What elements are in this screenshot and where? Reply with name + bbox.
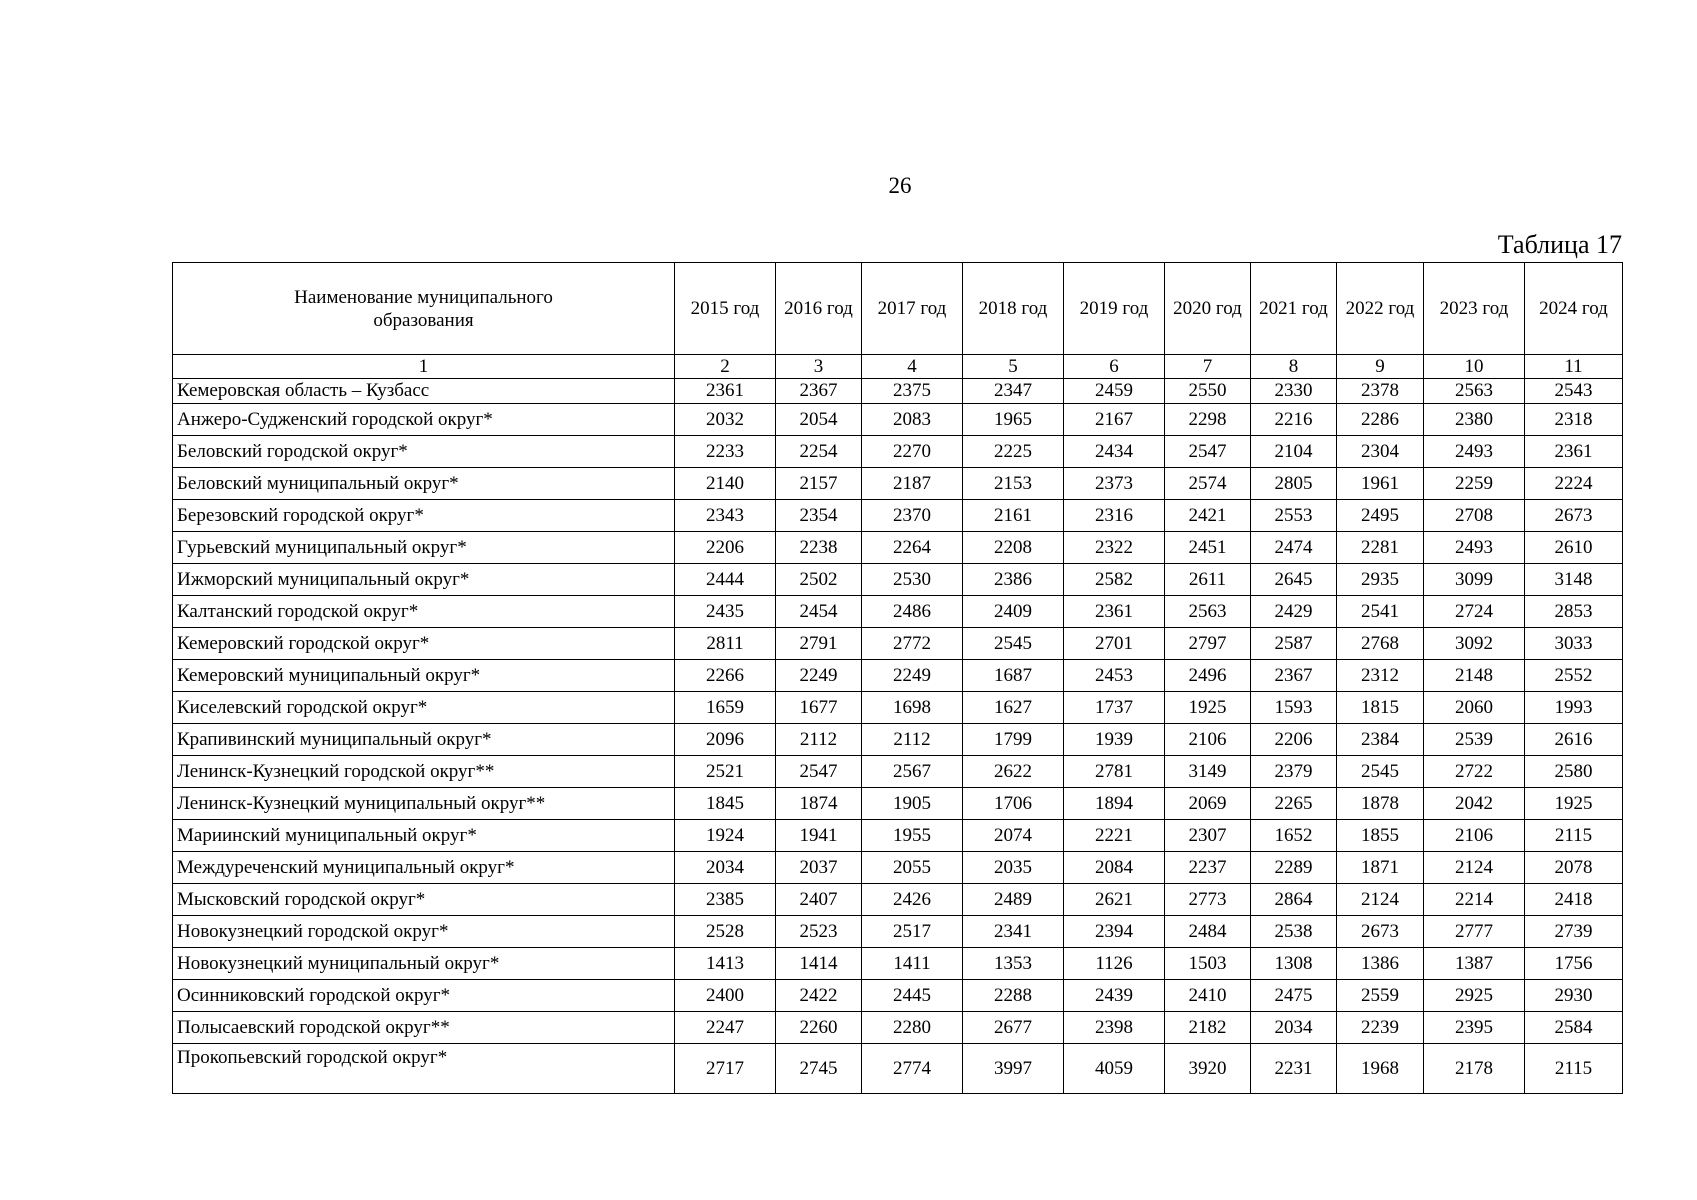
value-cell: 2361 <box>1064 596 1165 628</box>
value-cell: 2410 <box>1165 980 1251 1012</box>
value-cell: 2422 <box>776 980 862 1012</box>
value-cell: 2777 <box>1424 916 1525 948</box>
value-cell: 2429 <box>1251 596 1337 628</box>
value-cell: 2034 <box>675 852 776 884</box>
value-cell: 1687 <box>963 660 1064 692</box>
value-cell: 2811 <box>675 628 776 660</box>
value-cell: 2543 <box>1525 379 1623 404</box>
table-row <box>173 788 1623 820</box>
value-cell: 2400 <box>675 980 776 1012</box>
value-cell: 1968 <box>1337 1044 1424 1094</box>
row-name-cell: Анжеро-Судженский городской округ* <box>173 404 675 436</box>
table-row <box>173 500 1623 532</box>
value-cell: 2386 <box>963 564 1064 596</box>
data-table <box>172 262 1623 1094</box>
value-cell: 2739 <box>1525 916 1623 948</box>
value-cell: 2445 <box>862 980 963 1012</box>
table-row <box>173 532 1623 564</box>
value-cell: 2161 <box>963 500 1064 532</box>
header-year: 2017 год <box>862 263 963 355</box>
value-cell: 2517 <box>862 916 963 948</box>
value-cell: 2260 <box>776 1012 862 1044</box>
value-cell: 1894 <box>1064 788 1165 820</box>
table-row <box>173 1012 1623 1044</box>
value-cell: 2354 <box>776 500 862 532</box>
header-year: 2021 год <box>1251 263 1337 355</box>
value-cell: 3997 <box>963 1044 1064 1094</box>
value-cell: 1308 <box>1251 948 1337 980</box>
value-cell: 2032 <box>675 404 776 436</box>
value-cell: 1855 <box>1337 820 1424 852</box>
value-cell: 2280 <box>862 1012 963 1044</box>
value-cell: 2773 <box>1165 884 1251 916</box>
row-name-cell: Осинниковский городской округ* <box>173 980 675 1012</box>
header-year: 2016 год <box>776 263 862 355</box>
value-cell: 2060 <box>1424 692 1525 724</box>
value-cell: 2249 <box>776 660 862 692</box>
column-number: 4 <box>862 355 963 379</box>
value-cell: 3033 <box>1525 628 1623 660</box>
value-cell: 2037 <box>776 852 862 884</box>
value-cell: 2270 <box>862 436 963 468</box>
value-cell: 1414 <box>776 948 862 980</box>
value-cell: 2288 <box>963 980 1064 1012</box>
value-cell: 2538 <box>1251 916 1337 948</box>
row-name-cell: Новокузнецкий городской округ* <box>173 916 675 948</box>
value-cell: 2673 <box>1337 916 1424 948</box>
value-cell: 2616 <box>1525 724 1623 756</box>
value-cell: 2495 <box>1337 500 1424 532</box>
value-cell: 2238 <box>776 532 862 564</box>
value-cell: 2474 <box>1251 532 1337 564</box>
value-cell: 2930 <box>1525 980 1623 1012</box>
value-cell: 2115 <box>1525 820 1623 852</box>
value-cell: 2584 <box>1525 1012 1623 1044</box>
value-cell: 2373 <box>1064 468 1165 500</box>
value-cell: 2530 <box>862 564 963 596</box>
row-name-cell: Мысковский городской округ* <box>173 884 675 916</box>
value-cell: 1698 <box>862 692 963 724</box>
row-name-cell: Калтанский городской округ* <box>173 596 675 628</box>
table-row <box>173 1044 1623 1094</box>
value-cell: 3099 <box>1424 564 1525 596</box>
table-row <box>173 660 1623 692</box>
value-cell: 2208 <box>963 532 1064 564</box>
value-cell: 1924 <box>675 820 776 852</box>
value-cell: 2367 <box>776 379 862 404</box>
value-cell: 2553 <box>1251 500 1337 532</box>
value-cell: 2384 <box>1337 724 1424 756</box>
table-row <box>173 596 1623 628</box>
value-cell: 1627 <box>963 692 1064 724</box>
value-cell: 2453 <box>1064 660 1165 692</box>
value-cell: 2454 <box>776 596 862 628</box>
value-cell: 3092 <box>1424 628 1525 660</box>
value-cell: 2523 <box>776 916 862 948</box>
value-cell: 2451 <box>1165 532 1251 564</box>
value-cell: 2717 <box>675 1044 776 1094</box>
value-cell: 1659 <box>675 692 776 724</box>
row-name-cell: Беловский муниципальный округ* <box>173 468 675 500</box>
value-cell: 2528 <box>675 916 776 948</box>
value-cell: 2791 <box>776 628 862 660</box>
column-number-row <box>173 355 1623 379</box>
value-cell: 2106 <box>1424 820 1525 852</box>
value-cell: 2418 <box>1525 884 1623 916</box>
value-cell: 2034 <box>1251 1012 1337 1044</box>
column-number: 9 <box>1337 355 1424 379</box>
value-cell: 1961 <box>1337 468 1424 500</box>
value-cell: 2459 <box>1064 379 1165 404</box>
value-cell: 2157 <box>776 468 862 500</box>
value-cell: 2225 <box>963 436 1064 468</box>
value-cell: 2434 <box>1064 436 1165 468</box>
value-cell: 2567 <box>862 756 963 788</box>
value-cell: 3149 <box>1165 756 1251 788</box>
header-year: 2019 год <box>1064 263 1165 355</box>
value-cell: 2254 <box>776 436 862 468</box>
column-number: 2 <box>675 355 776 379</box>
value-cell: 1905 <box>862 788 963 820</box>
value-cell: 1871 <box>1337 852 1424 884</box>
value-cell: 2484 <box>1165 916 1251 948</box>
value-cell: 1387 <box>1424 948 1525 980</box>
value-cell: 2708 <box>1424 500 1525 532</box>
column-number: 1 <box>173 355 675 379</box>
value-cell: 2341 <box>963 916 1064 948</box>
row-name-cell: Прокопьевский городской округ* <box>173 1044 675 1094</box>
value-cell: 2182 <box>1165 1012 1251 1044</box>
table-row <box>173 724 1623 756</box>
value-cell: 2563 <box>1165 596 1251 628</box>
value-cell: 1677 <box>776 692 862 724</box>
value-cell: 2322 <box>1064 532 1165 564</box>
value-cell: 1652 <box>1251 820 1337 852</box>
value-cell: 1756 <box>1525 948 1623 980</box>
value-cell: 2486 <box>862 596 963 628</box>
value-cell: 2673 <box>1525 500 1623 532</box>
value-cell: 2493 <box>1424 436 1525 468</box>
header-year: 2018 год <box>963 263 1064 355</box>
table-row <box>173 468 1623 500</box>
value-cell: 2216 <box>1251 404 1337 436</box>
value-cell: 2370 <box>862 500 963 532</box>
value-cell: 1126 <box>1064 948 1165 980</box>
value-cell: 2281 <box>1337 532 1424 564</box>
value-cell: 1941 <box>776 820 862 852</box>
value-cell: 2378 <box>1337 379 1424 404</box>
value-cell: 1878 <box>1337 788 1424 820</box>
value-cell: 2042 <box>1424 788 1525 820</box>
value-cell: 2247 <box>675 1012 776 1044</box>
value-cell: 2140 <box>675 468 776 500</box>
value-cell: 2722 <box>1424 756 1525 788</box>
value-cell: 1411 <box>862 948 963 980</box>
value-cell: 1503 <box>1165 948 1251 980</box>
value-cell: 2574 <box>1165 468 1251 500</box>
value-cell: 2781 <box>1064 756 1165 788</box>
row-name-cell: Березовский городской округ* <box>173 500 675 532</box>
value-cell: 2124 <box>1337 884 1424 916</box>
value-cell: 2935 <box>1337 564 1424 596</box>
value-cell: 2069 <box>1165 788 1251 820</box>
row-name-cell: Ленинск-Кузнецкий городской округ** <box>173 756 675 788</box>
value-cell: 2379 <box>1251 756 1337 788</box>
value-cell: 2398 <box>1064 1012 1165 1044</box>
value-cell: 2797 <box>1165 628 1251 660</box>
value-cell: 2318 <box>1525 404 1623 436</box>
value-cell: 2206 <box>1251 724 1337 756</box>
value-cell: 2677 <box>963 1012 1064 1044</box>
value-cell: 2112 <box>776 724 862 756</box>
row-name-cell: Мариинский муниципальный округ* <box>173 820 675 852</box>
value-cell: 2259 <box>1424 468 1525 500</box>
row-name-cell: Новокузнецкий муниципальный округ* <box>173 948 675 980</box>
value-cell: 2266 <box>675 660 776 692</box>
row-name-cell: Междуреченский муниципальный округ* <box>173 852 675 884</box>
value-cell: 2724 <box>1424 596 1525 628</box>
value-cell: 2547 <box>1165 436 1251 468</box>
value-cell: 2772 <box>862 628 963 660</box>
value-cell: 2745 <box>776 1044 862 1094</box>
value-cell: 2395 <box>1424 1012 1525 1044</box>
value-cell: 2621 <box>1064 884 1165 916</box>
value-cell: 2611 <box>1165 564 1251 596</box>
value-cell: 2124 <box>1424 852 1525 884</box>
value-cell: 2421 <box>1165 500 1251 532</box>
header-year: 2023 год <box>1424 263 1525 355</box>
value-cell: 2385 <box>675 884 776 916</box>
value-cell: 2375 <box>862 379 963 404</box>
table-row <box>173 628 1623 660</box>
value-cell: 2239 <box>1337 1012 1424 1044</box>
value-cell: 2439 <box>1064 980 1165 1012</box>
value-cell: 1413 <box>675 948 776 980</box>
value-cell: 1874 <box>776 788 862 820</box>
value-cell: 2187 <box>862 468 963 500</box>
value-cell: 2298 <box>1165 404 1251 436</box>
value-cell: 2367 <box>1251 660 1337 692</box>
value-cell: 3148 <box>1525 564 1623 596</box>
value-cell: 2316 <box>1064 500 1165 532</box>
value-cell: 2489 <box>963 884 1064 916</box>
row-name-cell: Кемеровская область – Кузбасс <box>173 379 675 404</box>
value-cell: 2224 <box>1525 468 1623 500</box>
header-year: 2015 год <box>675 263 776 355</box>
row-name-cell: Ижморский муниципальный округ* <box>173 564 675 596</box>
value-cell: 2552 <box>1525 660 1623 692</box>
value-cell: 2547 <box>776 756 862 788</box>
value-cell: 2361 <box>675 379 776 404</box>
value-cell: 2106 <box>1165 724 1251 756</box>
row-name-cell: Кемеровский муниципальный округ* <box>173 660 675 692</box>
value-cell: 2055 <box>862 852 963 884</box>
value-cell: 2493 <box>1424 532 1525 564</box>
value-cell: 1815 <box>1337 692 1424 724</box>
column-number: 7 <box>1165 355 1251 379</box>
table-row <box>173 436 1623 468</box>
value-cell: 2264 <box>862 532 963 564</box>
value-cell: 1845 <box>675 788 776 820</box>
value-cell: 2610 <box>1525 532 1623 564</box>
table-row <box>173 564 1623 596</box>
value-cell: 2550 <box>1165 379 1251 404</box>
value-cell: 2853 <box>1525 596 1623 628</box>
value-cell: 2221 <box>1064 820 1165 852</box>
value-cell: 2582 <box>1064 564 1165 596</box>
row-name-cell: Крапивинский муниципальный округ* <box>173 724 675 756</box>
value-cell: 2330 <box>1251 379 1337 404</box>
value-cell: 2343 <box>675 500 776 532</box>
column-number: 5 <box>963 355 1064 379</box>
table-header-row <box>173 263 1623 355</box>
value-cell: 2545 <box>1337 756 1424 788</box>
value-cell: 2249 <box>862 660 963 692</box>
column-number: 3 <box>776 355 862 379</box>
value-cell: 2502 <box>776 564 862 596</box>
value-cell: 2237 <box>1165 852 1251 884</box>
column-number: 6 <box>1064 355 1165 379</box>
value-cell: 2233 <box>675 436 776 468</box>
value-cell: 2265 <box>1251 788 1337 820</box>
value-cell: 2214 <box>1424 884 1525 916</box>
value-cell: 2701 <box>1064 628 1165 660</box>
value-cell: 1706 <box>963 788 1064 820</box>
value-cell: 1925 <box>1165 692 1251 724</box>
value-cell: 2541 <box>1337 596 1424 628</box>
value-cell: 2587 <box>1251 628 1337 660</box>
table-row <box>173 980 1623 1012</box>
value-cell: 1593 <box>1251 692 1337 724</box>
value-cell: 2622 <box>963 756 1064 788</box>
value-cell: 2167 <box>1064 404 1165 436</box>
table-row <box>173 379 1623 404</box>
value-cell: 2104 <box>1251 436 1337 468</box>
value-cell: 2407 <box>776 884 862 916</box>
row-name-cell: Гурьевский муниципальный округ* <box>173 532 675 564</box>
table-row <box>173 916 1623 948</box>
value-cell: 1799 <box>963 724 1064 756</box>
value-cell: 2153 <box>963 468 1064 500</box>
value-cell: 2083 <box>862 404 963 436</box>
value-cell: 2645 <box>1251 564 1337 596</box>
value-cell: 2380 <box>1424 404 1525 436</box>
row-name-cell: Полысаевский городской округ** <box>173 1012 675 1044</box>
row-name-cell: Киселевский городской округ* <box>173 692 675 724</box>
value-cell: 2054 <box>776 404 862 436</box>
value-cell: 2178 <box>1424 1044 1525 1094</box>
value-cell: 2545 <box>963 628 1064 660</box>
value-cell: 2521 <box>675 756 776 788</box>
value-cell: 1737 <box>1064 692 1165 724</box>
value-cell: 2035 <box>963 852 1064 884</box>
value-cell: 2539 <box>1424 724 1525 756</box>
value-cell: 2084 <box>1064 852 1165 884</box>
value-cell: 2925 <box>1424 980 1525 1012</box>
header-year: 2020 год <box>1165 263 1251 355</box>
table-row <box>173 948 1623 980</box>
value-cell: 2768 <box>1337 628 1424 660</box>
value-cell: 1965 <box>963 404 1064 436</box>
page-number: 26 <box>888 173 912 198</box>
header-name: Наименование муниципального образования <box>173 263 675 355</box>
value-cell: 2435 <box>675 596 776 628</box>
value-cell: 2805 <box>1251 468 1337 500</box>
value-cell: 1955 <box>862 820 963 852</box>
value-cell: 2864 <box>1251 884 1337 916</box>
value-cell: 2148 <box>1424 660 1525 692</box>
value-cell: 2074 <box>963 820 1064 852</box>
value-cell: 1386 <box>1337 948 1424 980</box>
value-cell: 2774 <box>862 1044 963 1094</box>
row-name-cell: Беловский городской округ* <box>173 436 675 468</box>
value-cell: 2304 <box>1337 436 1424 468</box>
table-caption: Таблица 17 <box>1497 230 1622 259</box>
value-cell: 2206 <box>675 532 776 564</box>
table-row <box>173 884 1623 916</box>
value-cell: 2559 <box>1337 980 1424 1012</box>
column-number: 11 <box>1525 355 1623 379</box>
row-name-cell: Кемеровский городской округ* <box>173 628 675 660</box>
value-cell: 2286 <box>1337 404 1424 436</box>
value-cell: 2475 <box>1251 980 1337 1012</box>
value-cell: 2496 <box>1165 660 1251 692</box>
header-year: 2024 год <box>1525 263 1623 355</box>
value-cell: 2444 <box>675 564 776 596</box>
table-row <box>173 692 1623 724</box>
value-cell: 3920 <box>1165 1044 1251 1094</box>
value-cell: 2394 <box>1064 916 1165 948</box>
value-cell: 2307 <box>1165 820 1251 852</box>
column-number: 8 <box>1251 355 1337 379</box>
value-cell: 2409 <box>963 596 1064 628</box>
value-cell: 2115 <box>1525 1044 1623 1094</box>
value-cell: 1353 <box>963 948 1064 980</box>
value-cell: 2112 <box>862 724 963 756</box>
value-cell: 2580 <box>1525 756 1623 788</box>
value-cell: 2426 <box>862 884 963 916</box>
table-row <box>173 852 1623 884</box>
value-cell: 4059 <box>1064 1044 1165 1094</box>
header-year: 2022 год <box>1337 263 1424 355</box>
table-row <box>173 820 1623 852</box>
value-cell: 2347 <box>963 379 1064 404</box>
value-cell: 2231 <box>1251 1044 1337 1094</box>
value-cell: 2312 <box>1337 660 1424 692</box>
value-cell: 2563 <box>1424 379 1525 404</box>
row-name-cell: Ленинск-Кузнецкий муниципальный округ** <box>173 788 675 820</box>
value-cell: 2096 <box>675 724 776 756</box>
value-cell: 2078 <box>1525 852 1623 884</box>
table-row <box>173 404 1623 436</box>
table-row <box>173 756 1623 788</box>
value-cell: 1993 <box>1525 692 1623 724</box>
table-body <box>173 379 1623 1094</box>
column-number: 10 <box>1424 355 1525 379</box>
value-cell: 1939 <box>1064 724 1165 756</box>
value-cell: 1925 <box>1525 788 1623 820</box>
value-cell: 2289 <box>1251 852 1337 884</box>
value-cell: 2361 <box>1525 436 1623 468</box>
